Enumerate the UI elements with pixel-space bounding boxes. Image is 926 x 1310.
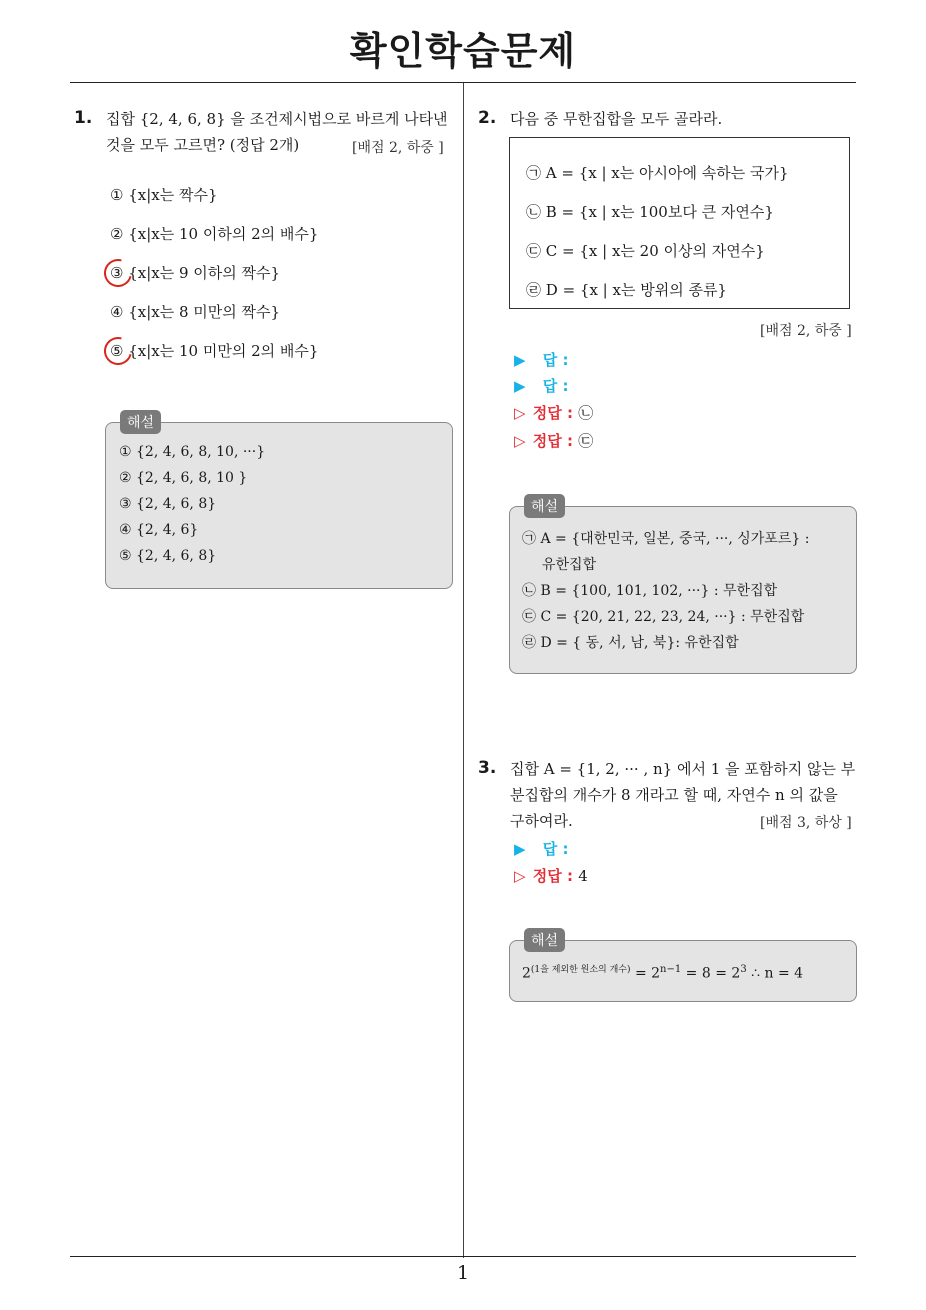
correct-label: 정답 : (532, 432, 573, 450)
q1-option-4[interactable]: ④ {x|x는 8 미만의 짝수} (110, 303, 281, 321)
correct-value: ㉡ (578, 404, 594, 422)
q2-explain-line: ㉠ A = {대한민국, 일본, 중국, ···, 싱가포르} : (522, 531, 810, 547)
q2-correct-row (514, 430, 593, 451)
question-3-line2: 분집합의 개수가 8 개라고 할 때, 자연수 n 의 값을 (510, 786, 838, 804)
formula-conclusion: ∴ n = 4 (746, 965, 804, 982)
answer-label: 답 : (542, 840, 569, 858)
formula-mid: = 2 (630, 965, 661, 982)
question-2-line1: 다음 중 무한집합을 모두 골라라. (510, 110, 723, 128)
answer-circle-mark (99, 332, 137, 370)
q1-option-1[interactable]: ① {x|x는 짝수} (110, 186, 218, 204)
answer-circle-mark (99, 254, 137, 292)
outline-play-icon: ▷ (514, 404, 526, 422)
q3-answer-row[interactable] (514, 838, 569, 859)
q1-explain-line: ③ {2, 4, 6, 8} (119, 496, 217, 512)
question-1-number: 1. (74, 108, 93, 128)
play-icon: ▶ (514, 840, 526, 858)
page-number: 1 (456, 1262, 470, 1284)
q1-explain-line: ⑤ {2, 4, 6, 8} (119, 548, 217, 564)
q1-option-5[interactable]: ⑤ {x|x는 10 미만의 2의 배수} (110, 342, 319, 360)
question-1-meta: [배점 2, 하중 ] (352, 140, 444, 156)
q2-explain-line: ㉡ B = {100, 101, 102, ···} : 무한집합 (522, 583, 778, 599)
page-title: 확인학습문제 (349, 29, 577, 73)
question-2-meta: [배점 2, 하중 ] (760, 323, 852, 339)
question-3-line1: 집합 A = {1, 2, ··· , n} 에서 1 을 포함하지 않는 부 (510, 760, 856, 778)
question-3-meta: [배점 3, 하상 ] (760, 815, 852, 831)
correct-value: ㉢ (578, 432, 594, 450)
correct-value: 4 (578, 867, 588, 885)
q2-choice-c: ㉢ C = {x | x는 20 이상의 자연수} (526, 242, 765, 260)
q2-explanation-label: 해설 (524, 494, 565, 518)
formula-base: 2 (522, 965, 531, 982)
q1-option-3[interactable]: ③ {x|x는 9 이하의 짝수} (110, 264, 281, 282)
correct-label: 정답 : (532, 867, 573, 885)
q3-explanation-label: 해설 (524, 928, 565, 952)
q2-choice-d: ㉣ D = {x | x는 방위의 종류} (526, 281, 727, 299)
outline-play-icon: ▷ (514, 867, 526, 885)
bottom-rule (70, 1256, 856, 1257)
correct-label: 정답 : (532, 404, 573, 422)
q2-choice-b: ㉡ B = {x | x는 100보다 큰 자연수} (526, 203, 774, 221)
formula-tail: = 8 = 2 (681, 965, 741, 982)
answer-label: 답 : (542, 377, 569, 395)
question-1-line2: 것을 모두 고르면? (정답 2개) (106, 136, 300, 154)
q1-explain-line: ② {2, 4, 6, 8, 10 } (119, 470, 248, 486)
formula-exponent: 3 (740, 964, 747, 975)
q1-explanation-label: 해설 (120, 410, 161, 434)
q2-explain-line: 유한집합 (542, 557, 597, 573)
answer-label: 답 : (542, 351, 569, 369)
play-icon: ▶ (514, 377, 526, 395)
q3-correct-row (514, 865, 588, 886)
question-3-number: 3. (478, 758, 497, 778)
formula-exponent: (1을 제외한 원소의 개수) (530, 965, 631, 975)
q1-explain-line: ④ {2, 4, 6} (119, 522, 199, 538)
column-divider (463, 83, 464, 1258)
question-2-number: 2. (478, 108, 497, 128)
q1-option-2[interactable]: ② {x|x는 10 이하의 2의 배수} (110, 225, 319, 243)
question-1-line1: 집합 {2, 4, 6, 8} 을 조건제시법으로 바르게 나타낸 (106, 110, 448, 128)
question-3-line3: 구하여라. (510, 812, 573, 830)
formula-exponent: n−1 (660, 964, 682, 975)
q2-answer-row[interactable] (514, 375, 569, 396)
q3-explain-formula (522, 962, 803, 982)
q2-explain-line: ㉢ C = {20, 21, 22, 23, 24, ···} : 무한집합 (522, 609, 805, 625)
play-icon: ▶ (514, 351, 526, 369)
outline-play-icon: ▷ (514, 432, 526, 450)
q2-choice-a: ㉠ A = {x | x는 아시아에 속하는 국가} (526, 164, 789, 182)
q2-explain-line: ㉣ D = { 동, 서, 남, 북}: 유한집합 (522, 635, 739, 651)
q2-answer-row[interactable] (514, 349, 569, 370)
q2-correct-row (514, 402, 593, 423)
q1-explain-line: ① {2, 4, 6, 8, 10, ···} (119, 444, 266, 460)
